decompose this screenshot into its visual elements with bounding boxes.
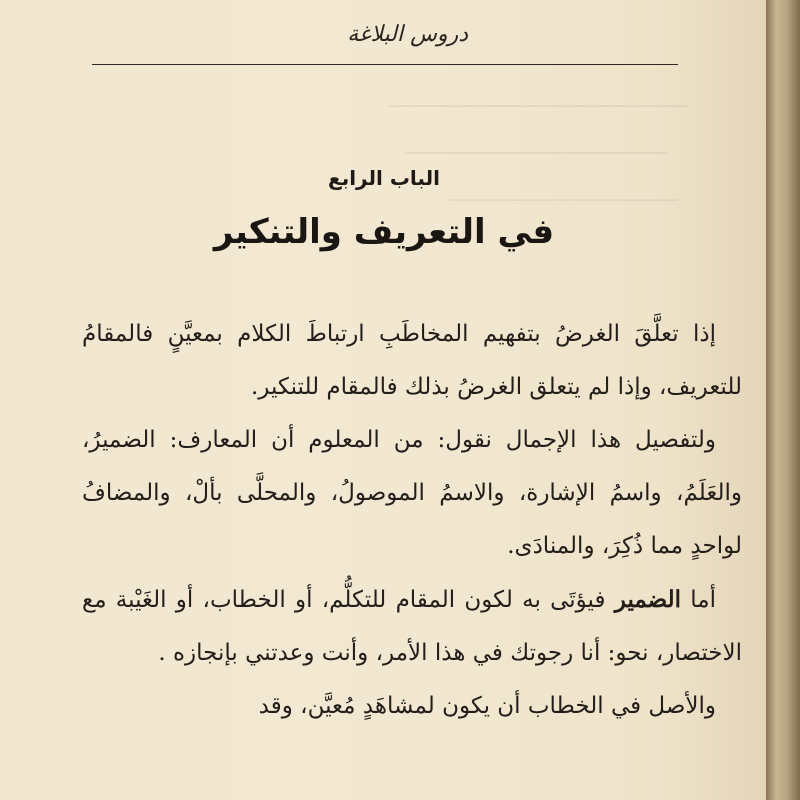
body-text <box>82 308 742 733</box>
text-line: أو الغَيْبة مع الاختصار، نحو: أنا رجوتك في هذا الأمر، <box>82 587 742 666</box>
text-line: والمحلَّى بألْ، والمضافُ لواحدٍ مما ذُكِرَ، والمنادَى. <box>82 480 742 559</box>
page-stack-edge <box>766 0 800 800</box>
chapter-label: الباب الرابع <box>328 166 440 190</box>
keyword-pronoun: الضمير <box>614 586 682 613</box>
text-line: للتنكير. <box>250 374 320 400</box>
show-through-text: ـــــــــــــــــــــــــــــــــــــــــــــ <box>404 135 668 159</box>
running-head: دروس البلاغة <box>347 22 468 47</box>
text-line: ولتفصيل هذا الإجمال نقول: من المعلوم أن المعارف: <box>169 427 717 453</box>
show-through-text: ـــــــــــــــــــــــــــــــــــــــ <box>449 182 678 206</box>
paragraph-pronoun <box>82 573 742 680</box>
text-line: فالمقامُ للتعريف، وإذا لم يتعلق الغرضُ بذلك فالمقام <box>82 321 742 400</box>
chapter-title: في التعريف والتنكير <box>213 212 555 252</box>
paragraph-definites <box>82 414 742 573</box>
text-line: الضميرُ، والعَلَمُ، واسمُ الإشارة، والاسمُ الموصولُ، <box>82 427 743 506</box>
text-lead: أما <box>690 587 716 613</box>
show-through-text: ـــــــــــــــــــــــــــــــــــــــــــــــــــ <box>389 88 688 112</box>
paragraph-definition <box>82 308 742 414</box>
text-line: إذا تعلَّقَ الغرضُ بتفهيم المخاطَبِ ارتباطَ الكلام بمعيَّنٍ <box>167 321 717 347</box>
header-rule <box>92 64 678 65</box>
text-line: فيؤتَى به لكون المقام للتكلُّم، أو الخطاب، <box>202 587 615 613</box>
text-line: والأصل في الخطاب أن يكون لمشاهَدٍ مُعيَّن، وقد <box>258 693 716 719</box>
paragraph-address <box>82 680 742 733</box>
text-line: وأنت وعدتني بإنجازه . <box>158 640 369 666</box>
